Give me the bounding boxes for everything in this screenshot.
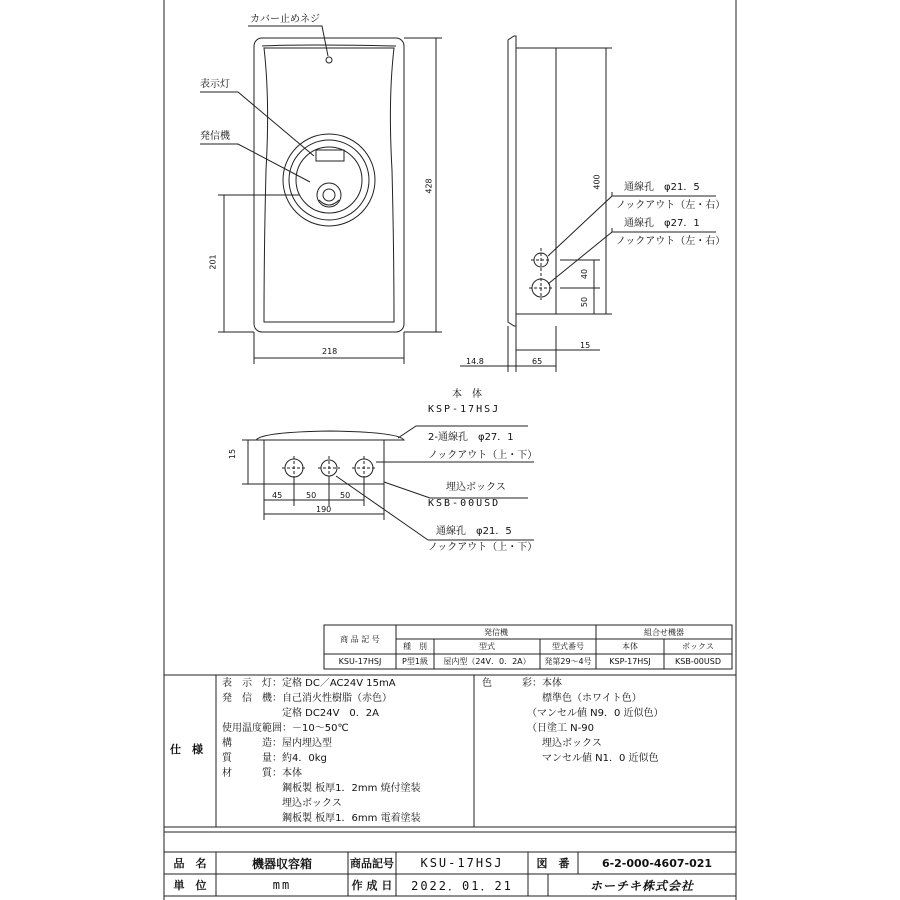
spec-line: 材 質：本体	[222, 768, 302, 779]
title-unit: mm	[272, 878, 292, 892]
spec-line: 使用温度範囲：－10～50℃	[222, 723, 349, 734]
box-label: 埋込ボックス	[446, 482, 506, 493]
spec-line: （マンセル値 N9．0 近似色）	[482, 708, 664, 719]
specs-right-list	[482, 678, 664, 768]
table-cell-model: 屋内型（24V．0．2A）	[443, 657, 531, 666]
dim-65: 65	[532, 357, 543, 366]
bottom-hole1-knockout: ノックアウト（上・下）	[428, 542, 538, 553]
dim-14-8: 14.8	[466, 357, 484, 366]
front-view-outline	[254, 38, 404, 332]
table-header-model-no: 型式番号	[552, 642, 584, 651]
spec-line: 色 彩：本体	[482, 678, 562, 689]
side-hole2-spec: 通線孔 φ27．1	[624, 218, 700, 229]
spec-line: マンセル値 N1．0 近似色	[482, 753, 659, 764]
cover-screw-label: カバー止めネジ	[250, 14, 320, 25]
table-header-type: 種 別	[403, 642, 427, 651]
spec-line: 発 信 機：自己消火性樹脂（赤色）	[222, 693, 392, 704]
bottom-hole1-spec: 通線孔 φ21．5	[436, 526, 512, 537]
box-model: KSB-00USD	[428, 498, 501, 509]
side-hole1-knockout: ノックアウト（左・右）	[616, 200, 726, 211]
dim-400: 400	[592, 174, 602, 190]
title-name: 機器収容箱	[251, 856, 312, 871]
body-model: KSP-17HSJ	[428, 404, 501, 415]
title-label-unit: 単 位	[173, 879, 207, 892]
body-label: 本 体	[452, 389, 482, 400]
dim-190: 190	[316, 505, 332, 514]
spec-line: 構 造：屋内埋込型	[222, 738, 332, 749]
spec-line: 質 量：約4．0kg	[222, 753, 327, 764]
dim-201: 201	[208, 254, 218, 270]
table-header-combo: 組合せ機器	[644, 627, 684, 637]
indicator-label: 表示灯	[200, 79, 230, 90]
title-date: 2022．01．21	[411, 878, 513, 893]
spec-line: 鋼板製 板厚1．6mm 電着塗装	[222, 813, 421, 824]
bottom-view-outline	[256, 431, 404, 484]
company-logo: ホーチキ株式会社	[589, 878, 694, 893]
dim-height: 428	[424, 178, 434, 194]
table-header-model: 型式	[479, 642, 495, 651]
spec-line: 標準色（ホワイト色）	[482, 693, 642, 704]
side-view-outline	[508, 36, 556, 326]
title-label-code: 商品記号	[350, 857, 394, 870]
transmitter-label: 発信機	[200, 131, 230, 142]
spec-line: 埋込ボックス	[482, 738, 602, 749]
table-header-box: ボックス	[682, 642, 714, 651]
table-cell-type: P型1級	[402, 657, 428, 666]
table-cell-body: KSP-17HSJ	[609, 657, 651, 666]
spec-line: 表 示 灯：定格 DC／AC24V 15mA	[222, 678, 396, 689]
dim-bottom-15: 15	[228, 448, 238, 460]
spec-line: 定格 DC24V 0．2A	[222, 708, 379, 719]
bottom-view-dimensions	[242, 440, 384, 520]
dim-50a: 50	[306, 491, 317, 500]
bottom-hole2-spec: 2-通線孔 φ27．1	[428, 432, 514, 443]
side-hole2-knockout: ノックアウト（左・右）	[616, 236, 726, 247]
dim-50b: 50	[340, 491, 351, 500]
spec-line: 鋼板製 板厚1．2mm 焼付塗装	[222, 783, 421, 794]
table-header-transmitter: 発信機	[484, 627, 508, 637]
title-label-name: 品 名	[173, 857, 207, 870]
dim-width: 218	[322, 347, 338, 356]
dim-40: 40	[580, 268, 590, 280]
title-code: KSU-17HSJ	[420, 856, 504, 870]
dim-45: 45	[272, 491, 283, 500]
specs-left-list	[222, 678, 421, 828]
title-label-date: 作 成 日	[351, 879, 393, 892]
title-drawing-number: 6-2-000-4607-021	[601, 856, 713, 870]
dim-15: 15	[580, 341, 591, 350]
spec-line: 埋込ボックス	[222, 798, 342, 809]
specs-title: 仕 様	[170, 743, 203, 756]
dim-50: 50	[580, 296, 590, 308]
table-cell-model-no: 発第29～4号	[544, 657, 592, 666]
table-cell-code: KSU-17HSJ	[338, 657, 382, 666]
table-header-code: 商 品 記 号	[340, 635, 380, 644]
title-label-drawing: 図 番	[536, 857, 570, 870]
spec-line: （日塗工 N-90	[482, 723, 594, 734]
table-cell-box: KSB-00USD	[675, 657, 721, 666]
table-header-body: 本体	[622, 642, 638, 651]
side-hole1-spec: 通線孔 φ21．5	[624, 182, 700, 193]
bottom-hole2-knockout: ノックアウト（上・下）	[428, 450, 538, 461]
side-view-dimensions	[460, 48, 612, 372]
